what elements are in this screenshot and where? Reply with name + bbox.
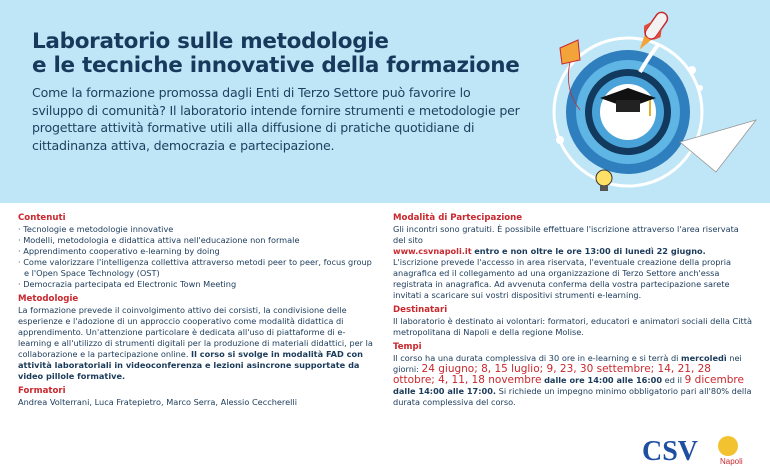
section-partecipazione [393, 213, 753, 301]
section-tempi [393, 342, 753, 408]
metodologie-text: La formazione prevede il coinvolgimento attivo dei corsisti, la condivisione delle esperienze e l'adozione di un approccio cooperativo come modalità didattica di apprendimento. Un'attenzione particolare è dedicata all'uso di piattaforme di e-learning e all'utilizzo di strumenti digitali per la produzione di materiali didattici, per la collaborazione e la partecipazione online. Il corso si svolge in modalità FAD con attività laboratoriali in videoconferenza e lezioni asincrone supportate da video pillole formative. [18, 305, 373, 381]
metodologie-bold: Il corso si svolge in modalità FAD con attività laboratoriali in videoconferenza e lezioni asincrone supportate da video pillole formative. [18, 349, 363, 381]
partecipazione-text2: L'iscrizione prevede l'accesso in area riservata, l'eventuale creazione della propria anagrafica ed il collegamento ad una organizzazione di Terzo Settore anch'essa registrata in anagrafica. Ad avvenuta conferma della vostra partecipazione sarete invitati a scaricare sui vostri dispositivi strumenti e-learning. [393, 257, 732, 300]
list-item: · Apprendimento cooperativo e-learning by doing [18, 246, 378, 257]
education-illustration [520, 0, 770, 203]
deadline-text: entro e non oltre le ore 13:00 di lunedì 22 giugno. [474, 246, 706, 256]
page-title [32, 30, 520, 78]
intro-text: Come la formazione promossa dagli Enti di Terzo Settore può favorire lo sviluppo di comunità? Il laboratorio intende fornire strumenti e metodologie per progettare attività formative utili alla diffusione di pratiche quotidiane di cittadinanza attiva, democrazia e partecipazione. [32, 85, 520, 153]
formatori-heading: Formatori [18, 386, 66, 396]
section-formatori [18, 386, 378, 408]
lightbulb-icon [596, 170, 612, 191]
metodologie-heading: Metodologie [18, 294, 79, 304]
destinatari-heading: Destinatari [393, 305, 448, 315]
partecipazione-text: Gli incontri sono gratuiti. È possibile effettuare l'iscrizione attraverso l'area riservata del sito www.csvnapoli.it entro e non oltre le ore 13:00 di lunedì 22 giugno. [393, 224, 739, 256]
section-destinatari [393, 305, 753, 338]
site-link[interactable]: www.csvnapoli.it [393, 246, 472, 256]
contenuti-list [18, 224, 378, 290]
logo-sub: Napoli [720, 457, 743, 466]
tempi-heading: Tempi [393, 342, 422, 352]
list-item: · Democrazia partecipata ed Electronic Town Meeting [18, 279, 378, 290]
section-contenuti [18, 213, 378, 290]
title-line-2: e le tecniche innovative della formazione [32, 53, 520, 78]
partecipazione-heading: Modalità di Partecipazione [393, 213, 523, 223]
title-line-1: Laboratorio sulle metodologie [32, 29, 389, 54]
course-dates: 24 giugno; 8, 15 luglio; 9, 23, 30 settembre; 14, 21, 28 ottobre; 4, 11, 18 novembre [393, 363, 711, 386]
formatori-names: Andrea Volterrani, Luca Fratepietro, Marco Serra, Alessio Ceccherelli [18, 397, 297, 407]
header-banner [0, 0, 770, 203]
list-item: · Tecnologie e metodologie innovative [18, 224, 378, 235]
right-column [393, 213, 753, 412]
left-column [18, 213, 378, 412]
paper-plane-icon [680, 120, 756, 172]
destinatari-text: Il laboratorio è destinato ai volontari: formatori, educatori e animatori sociali della Città metropolitana di Napoli e della regione Molise. [393, 316, 752, 337]
list-item: · Come valorizzare l'intelligenza collettiva attraverso metodi peer to peer, focus group e l'Open Space Technology (OST) [18, 257, 378, 279]
logo-text: CSV [642, 436, 699, 467]
list-item: · Modelli, metodologia e didattica attiva nell'educazione non formale [18, 235, 378, 246]
tempi-text: Il corso ha una durata complessiva di 30 ore in e-learning e si terrà di mercoledì nei giorni: 24 giugno; 8, 15 luglio; 9, 23, 30 settembre; 14, 21, 28 ottobre; 4, 11, 18 novembre dalle ore 14:00 alle 16:00 ed il 9 dicembre dalle 14:00 alle 17:00. Si richiede un impegno minimo obbligatorio pari all'80% della durata complessiva del corso. [393, 353, 752, 407]
contenuti-heading: Contenuti [18, 213, 66, 223]
csv-napoli-logo [638, 432, 748, 468]
section-metodologie [18, 294, 378, 382]
